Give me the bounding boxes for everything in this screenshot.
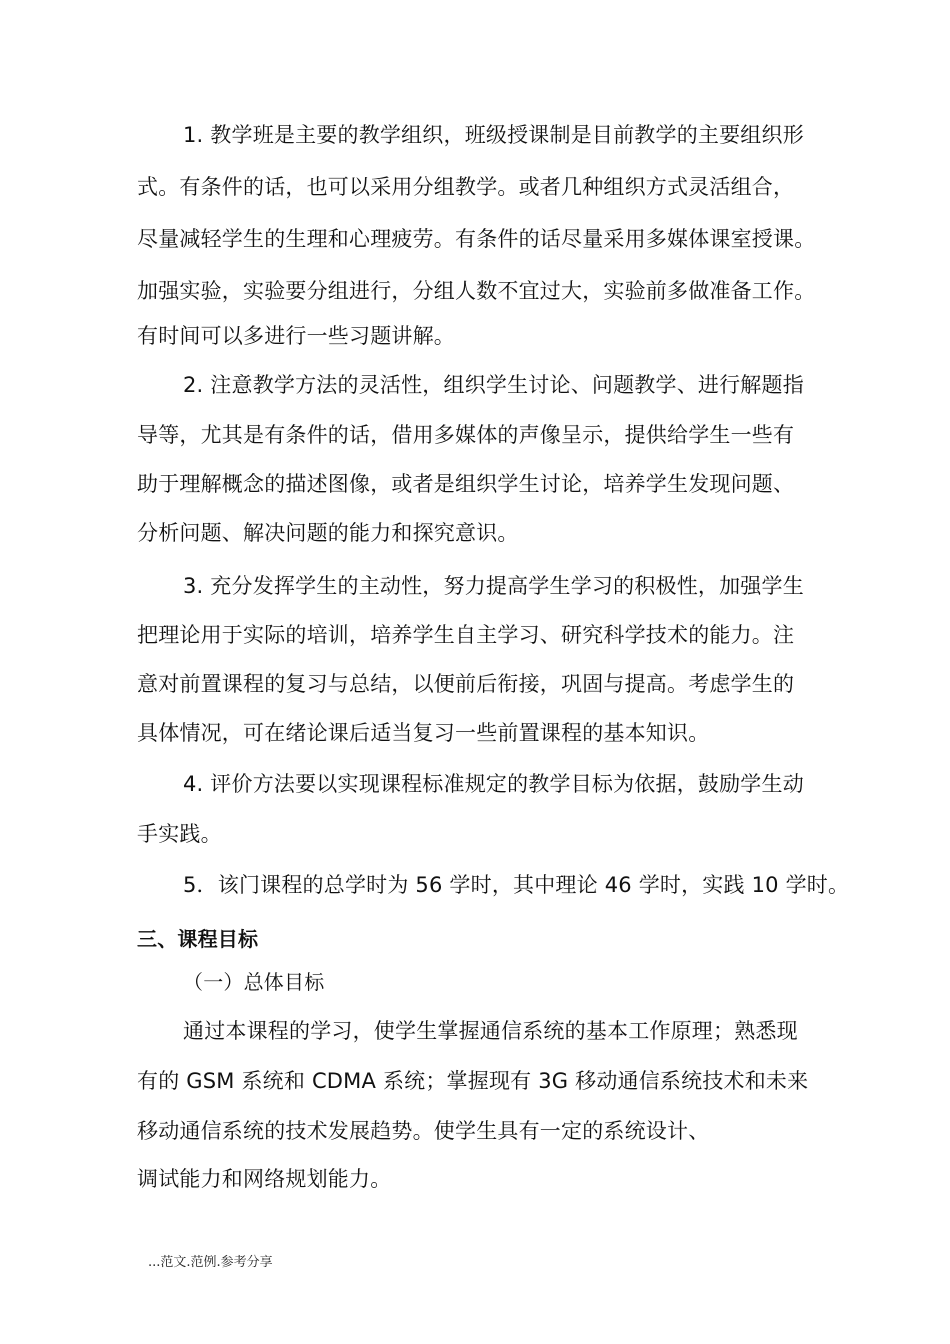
paragraph-4-line-1: 4. 评价方法要以实现课程标准规定的教学目标为依据，鼓励学生动	[183, 772, 804, 796]
paragraph-3-line-4: 具体情况，可在绪论课后适当复习一些前置课程的基本知识。	[137, 721, 710, 745]
paragraph-1-line-4: 加强实验，实验要分组进行，分组人数不宜过大，实验前多做准备工作。	[137, 279, 816, 303]
paragraph-3-line-2: 把理论用于实际的培训，培养学生自主学习、研究科学技术的能力。注	[137, 623, 795, 647]
paragraph-3-line-1: 3. 充分发挥学生的主动性，努力提高学生学习的积极性，加强学生	[183, 574, 804, 598]
paragraph-6-line-2: 有的 GSM 系统和 CDMA 系统；掌握现有 3G 移动通信系统技术和未来	[137, 1069, 809, 1093]
paragraph-1-line-1: 1. 教学班是主要的教学组织，班级授课制是目前教学的主要组织形	[183, 123, 804, 147]
paragraph-5-line-1: 5．该门课程的总学时为 56 学时，其中理论 46 学时，实践 10 学时。	[183, 873, 850, 897]
paragraph-4-line-2: 手实践。	[137, 822, 222, 846]
paragraph-1-line-5: 有时间可以多进行一些习题讲解。	[137, 324, 455, 348]
section-heading: 三、课程目标	[137, 927, 259, 951]
paragraph-6-line-4: 调试能力和网络规划能力。	[137, 1167, 392, 1191]
paragraph-2-line-1: 2. 注意教学方法的灵活性，组织学生讨论、问题教学、进行解题指	[183, 373, 804, 397]
paragraph-6-line-3: 移动通信系统的技术发展趋势。使学生具有一定的系统设计、	[137, 1119, 710, 1143]
paragraph-2-line-3: 助于理解概念的描述图像，或者是组织学生讨论，培养学生发现问题、	[137, 472, 795, 496]
paragraph-2-line-4: 分析问题、解决问题的能力和探究意识。	[137, 521, 519, 545]
paragraph-3-line-3: 意对前置课程的复习与总结，以便前后衔接，巩固与提高。考虑学生的	[137, 672, 795, 696]
page-footer: ...范文.范例.参考分享	[148, 1255, 273, 1270]
paragraph-1-line-2: 式。有条件的话，也可以采用分组教学。或者几种组织方式灵活组合，	[137, 175, 795, 199]
paragraph-6-line-1: 通过本课程的学习，使学生掌握通信系统的基本工作原理；熟悉现	[183, 1019, 798, 1043]
paragraph-1-line-3: 尽量减轻学生的生理和心理疲劳。有条件的话尽量采用多媒体课室授课。	[137, 227, 816, 251]
subsection-heading: （一）总体目标	[183, 970, 325, 994]
paragraph-2-line-2: 导等，尤其是有条件的话，借用多媒体的声像呈示，提供给学生一些有	[137, 423, 795, 447]
